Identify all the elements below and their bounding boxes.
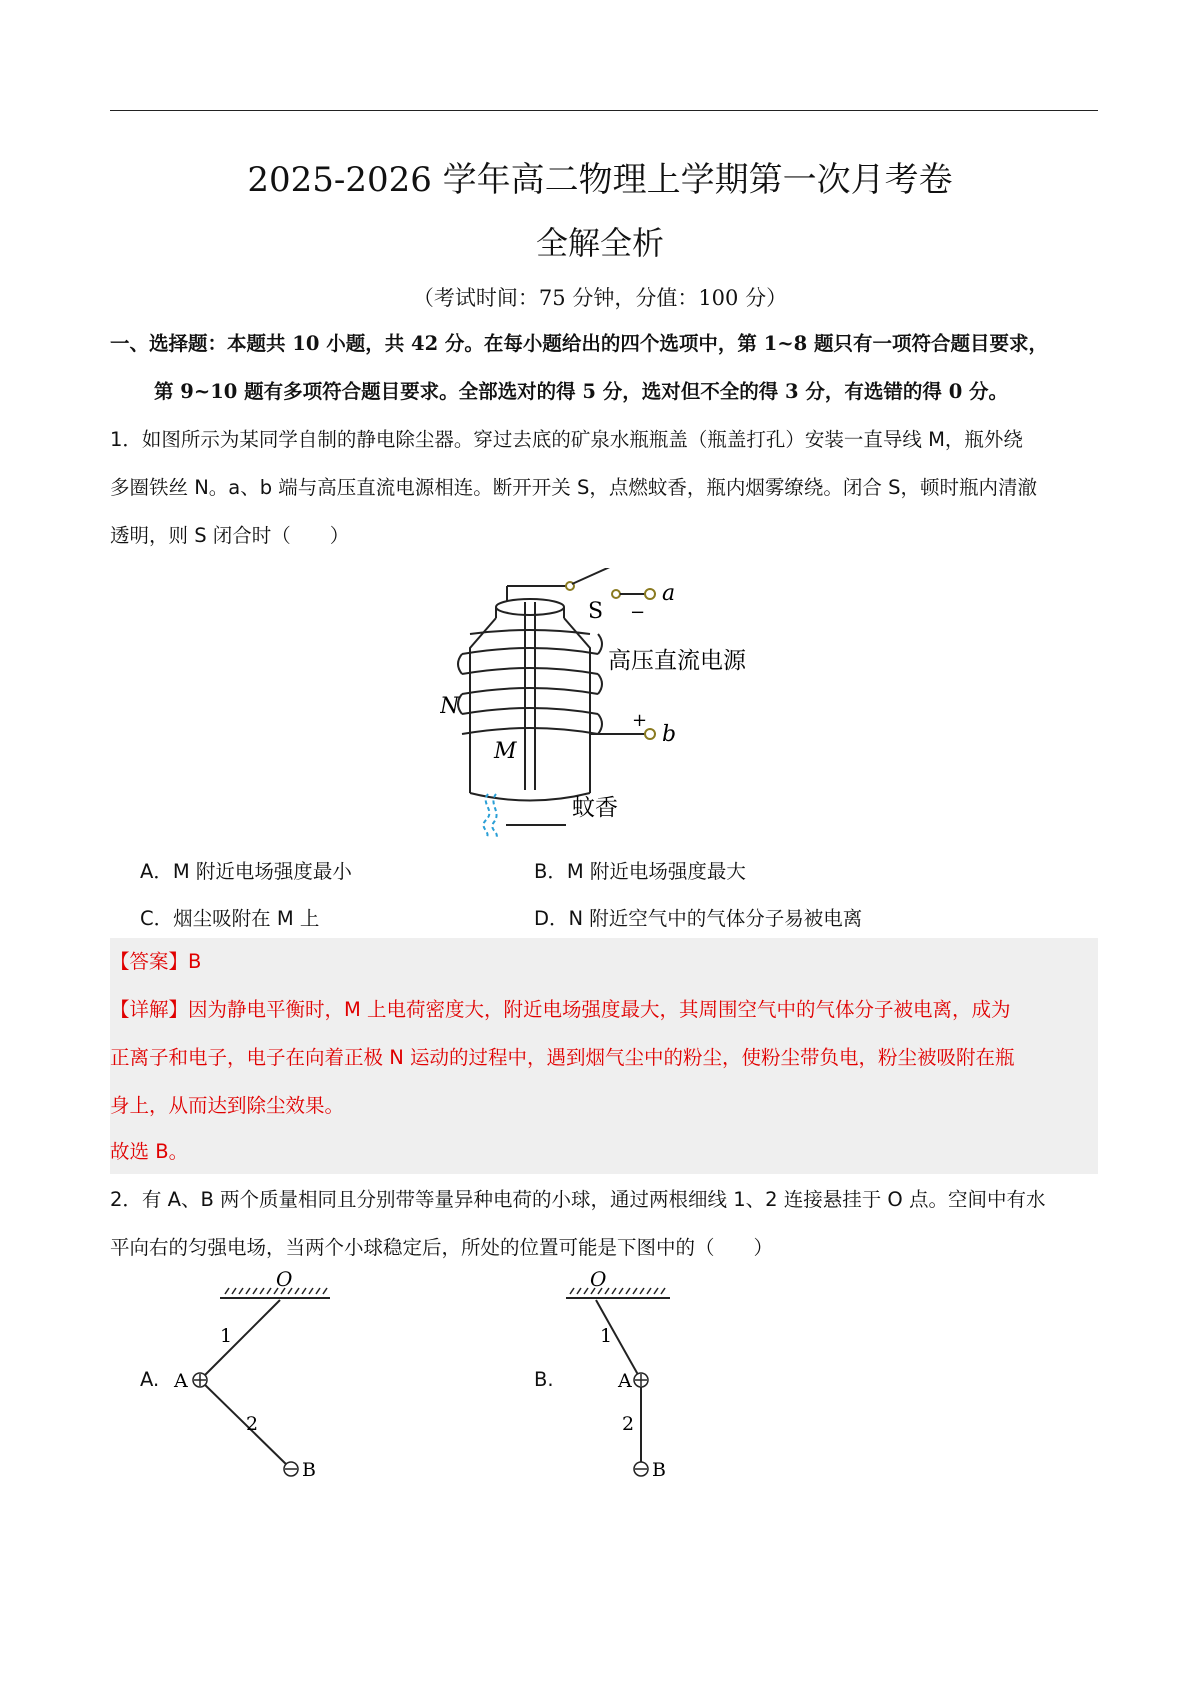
label-B-A: B: [302, 1459, 316, 1480]
exam-info: （考试时间：75 分钟，分值：100 分）: [412, 286, 788, 310]
q1-option-A[interactable]: A．M 附近电场强度最小: [140, 860, 352, 883]
page-title: 2025-2026 学年高二物理上学期第一次月考卷: [247, 160, 953, 200]
smoke-icon: [483, 794, 489, 838]
q1-option-D[interactable]: D．N 附近空气中的气体分子易被电离: [534, 907, 863, 930]
label-minus: −: [630, 602, 646, 623]
label-2-B: 2: [622, 1413, 635, 1435]
q2-figure-A: [170, 1270, 340, 1480]
question-1-line-1: 1．如图所示为某同学自制的静电除尘器。穿过去底的矿泉水瓶瓶盖（瓶盖打孔）安装一直导线 M，瓶外绕: [110, 428, 1023, 451]
q1-option-B[interactable]: B．M 附近电场强度最大: [534, 860, 746, 883]
conclusion-line: 故选 B。: [110, 1140, 189, 1163]
question-2-line-2: 平向右的匀强电场，当两个小球稳定后，所处的位置可能是下图中的（ ）: [110, 1236, 774, 1259]
label-B-B: B: [652, 1459, 666, 1480]
question-1-line-2: 多圈铁丝 N。a、b 端与高压直流电源相连。断开开关 S，点燃蚊香，瓶内烟雾缭绕。闭合 S，顿时瓶内清澈: [110, 476, 1037, 499]
label-plus: +: [632, 710, 648, 731]
question-2-line-1: 2．有 A、B 两个质量相同且分别带等量异种电荷的小球，通过两根细线 1、2 连接悬挂于 O 点。空间中有水: [110, 1188, 1046, 1211]
label-N: N: [440, 694, 460, 719]
label-2-A: 2: [246, 1413, 259, 1435]
label-O-B: O: [590, 1270, 607, 1291]
page-subtitle: 全解全析: [535, 224, 664, 262]
top-rule: [110, 110, 1098, 111]
detail-line-2: 正离子和电子，电子在向着正极 N 运动的过程中，遇到烟气尘中的粉尘，使粉尘带负电，粉尘被吸附在瓶: [110, 1046, 1015, 1069]
question-2-text: [110, 1176, 1100, 1272]
label-b: b: [662, 722, 677, 747]
q2-option-A-label[interactable]: A.: [140, 1368, 160, 1391]
label-O-A: O: [276, 1270, 293, 1291]
q2-option-B-label[interactable]: B.: [534, 1368, 554, 1391]
label-source: 高压直流电源: [608, 648, 746, 674]
label-S: S: [588, 599, 604, 624]
section-heading: [110, 320, 1098, 416]
label-A-B: A: [618, 1370, 632, 1392]
answer-line: 【答案】B: [110, 950, 202, 973]
q2-figure-B: [560, 1270, 690, 1480]
detail-line-3: 身上，从而达到除尘效果。: [110, 1094, 345, 1117]
section-line-2: 第 9~10 题有多项符合题目要求。全部选对的得 5 分，选对但不全的得 3 分，有选错的得 0 分。: [154, 380, 1009, 403]
question-1-text: [110, 416, 1100, 560]
label-incense: 蚊香: [572, 795, 618, 821]
incense-base-line: [506, 824, 566, 826]
label-a: a: [662, 581, 676, 606]
q1-option-C[interactable]: C．烟尘吸附在 M 上: [140, 907, 320, 930]
electrostatic-precipitator-figure: [440, 568, 780, 838]
section-line-1: 一、选择题：本题共 10 小题，共 42 分。在每小题给出的四个选项中，第 1~8 题只有一项符合题目要求，: [110, 332, 1048, 355]
label-1-A: 1: [220, 1325, 233, 1347]
label-A-A: A: [174, 1370, 188, 1392]
detail-line-1: 【详解】因为静电平衡时，M 上电荷密度大，附近电场强度最大，其周围空气中的气体分子被电离，成为: [110, 998, 1011, 1021]
label-M: M: [494, 739, 517, 764]
label-1-B: 1: [600, 1325, 613, 1347]
question-1-line-3: 透明，则 S 闭合时（ ）: [110, 524, 350, 547]
